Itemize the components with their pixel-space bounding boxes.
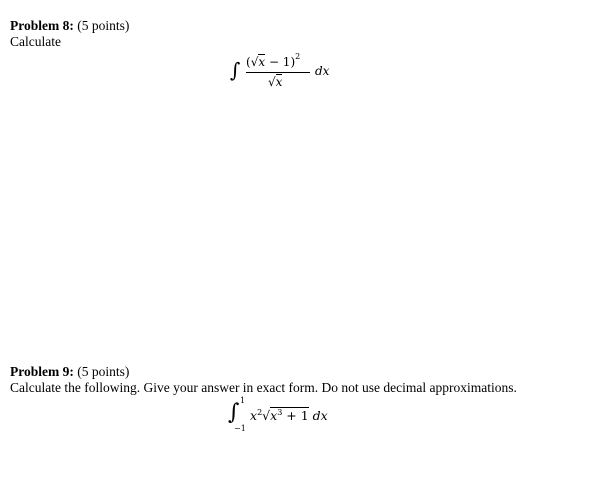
numerator-exponent: 2 xyxy=(295,52,301,61)
problem-8-integral xyxy=(228,50,348,100)
problem-9-heading: Problem 9: xyxy=(10,364,74,379)
denominator-radicand: x xyxy=(275,75,283,89)
numerator-open-paren: ( xyxy=(246,55,251,69)
problem-8-points: (5 points) xyxy=(77,18,130,33)
problem-9-points: (5 points) xyxy=(77,364,130,379)
sqrt-symbol: √ xyxy=(262,408,271,424)
differential: dx xyxy=(315,64,330,78)
differential: dx xyxy=(312,408,328,424)
upper-limit: 1 xyxy=(240,396,246,405)
numerator-rest: − 1) xyxy=(265,55,296,69)
problem-8-heading: Problem 8: xyxy=(10,18,74,33)
fraction-denominator xyxy=(268,75,282,89)
sqrt-symbol: √ xyxy=(250,55,259,69)
fraction-numerator xyxy=(246,54,300,69)
integrand xyxy=(250,408,328,423)
integral-sign: ∫ xyxy=(230,58,241,82)
problem-9-instruction: Calculate the following. Give your answer in exact form. Do not use decimal approximations. xyxy=(10,380,517,395)
radicand-base: x xyxy=(270,408,278,424)
problem-8-instruction: Calculate xyxy=(10,34,61,49)
problem-8 xyxy=(10,18,129,50)
problem-9-integral xyxy=(228,398,358,438)
definite-integral-sign: ∫ xyxy=(228,400,240,425)
integrand-exponent: 2 xyxy=(257,408,263,417)
denominator-sqrt-symbol: √ xyxy=(268,75,276,89)
numerator-radicand: x xyxy=(258,55,266,69)
problem-8-heading-line xyxy=(10,18,129,34)
lower-limit: −1 xyxy=(234,424,246,433)
radicand-rest: + 1 xyxy=(282,408,309,424)
radicand xyxy=(270,407,309,423)
fraction-bar xyxy=(246,72,310,73)
integrand-base: x xyxy=(250,408,258,424)
problem-9-heading-line xyxy=(10,364,517,380)
problem-9 xyxy=(10,364,517,396)
radicand-exponent: 3 xyxy=(277,408,283,417)
